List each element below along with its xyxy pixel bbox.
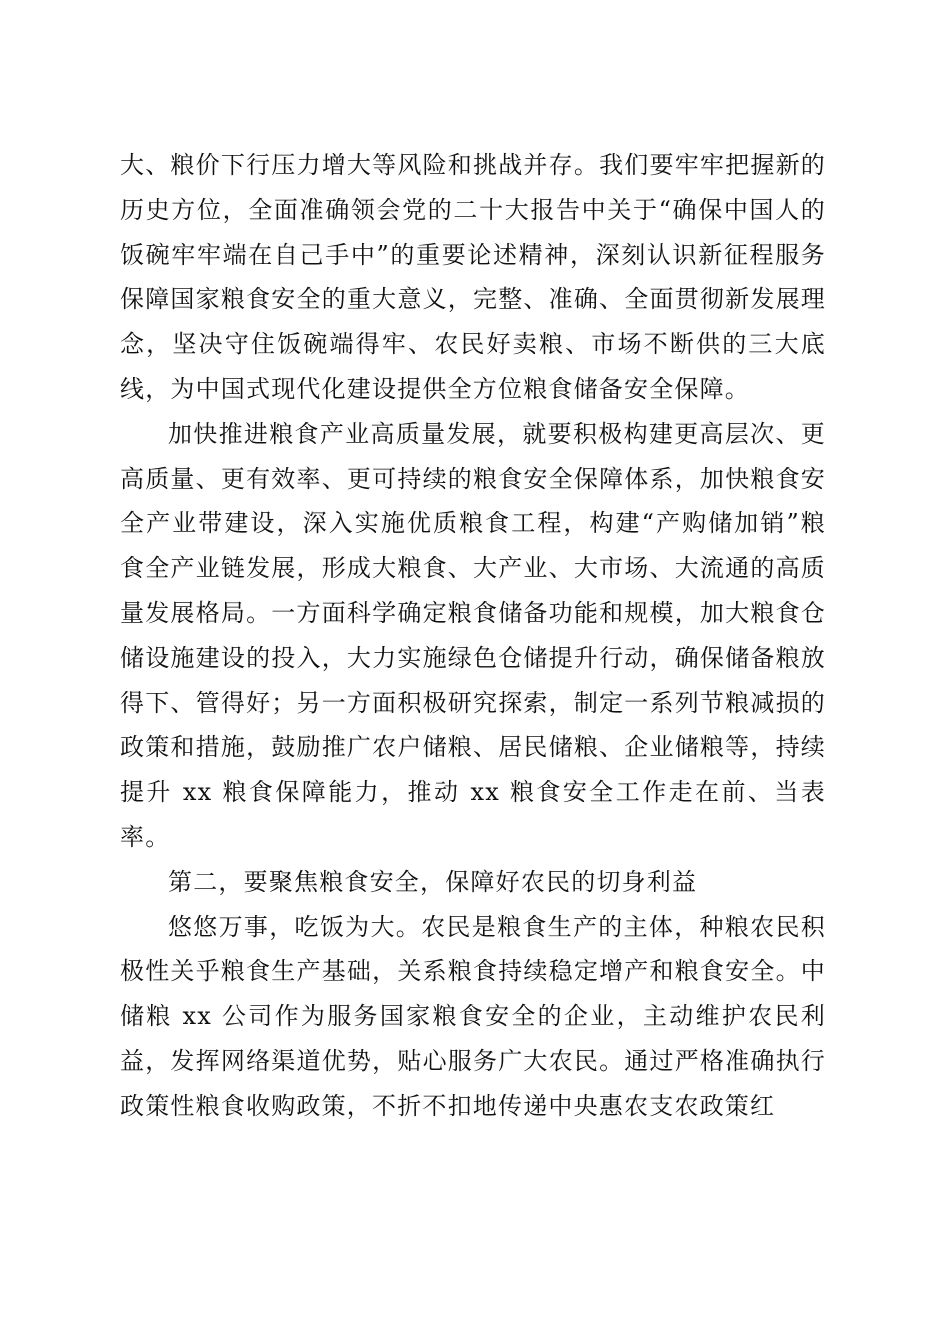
paragraph-continued: 大、粮价下行压力增大等风险和挑战并存。我们要牢牢把握新的历史方位，全面准确领会党的二十大报告中关于“确保中国人的饭碗牢牢端在自己手中”的重要论述精神，深刻认识新征程服务保障国家粮食安全的重大意义，完整、准确、全面贯彻新发展理念，坚决守住饭碗端得牢、农民好卖粮、市场不断供的三大底线，为中国式现代化建设提供全方位粮食储备安全保障。 [120, 151, 826, 403]
section-heading: 第二，要聚焦粮食安全，保障好农民的切身利益 [168, 867, 698, 896]
paragraph-grain-industry: 加快推进粮食产业高质量发展，就要积极构建更高层次、更高质量、更有效率、更可持续的粮食安全保障体系，加快粮食安全产业带建设，深入实施优质粮食工程，构建“产购储加销”粮食全产业链发展，形成大粮食、大产业、大市场、大流通的高质量发展格局。一方面科学确定粮食储备功能和规模，加大粮食仓储设施建设的投入，大力实施绿色仓储提升行动，确保储备粮放得下、管得好；另一方面积极研究探索，制定一系列节粮减损的政策和措施，鼓励推广农户储粮、居民储粮、企业储粮等，持续提升 xx 粮食保障能力，推动 xx 粮食安全工作走在前、当表率。 [120, 419, 826, 851]
document-body [120, 143, 826, 1129]
paragraph-farmers: 悠悠万事，吃饭为大。农民是粮食生产的主体，种粮农民积极性关乎粮食生产基础，关系粮食持续稳定增产和粮食安全。中储粮 xx 公司作为服务国家粮食安全的企业，主动维护农民利益，发挥网络渠道优势，贴心服务广大农民。通过严格准确执行政策性粮食收购政策，不折不扣地传递中央惠农支农政策红 [120, 912, 826, 1120]
